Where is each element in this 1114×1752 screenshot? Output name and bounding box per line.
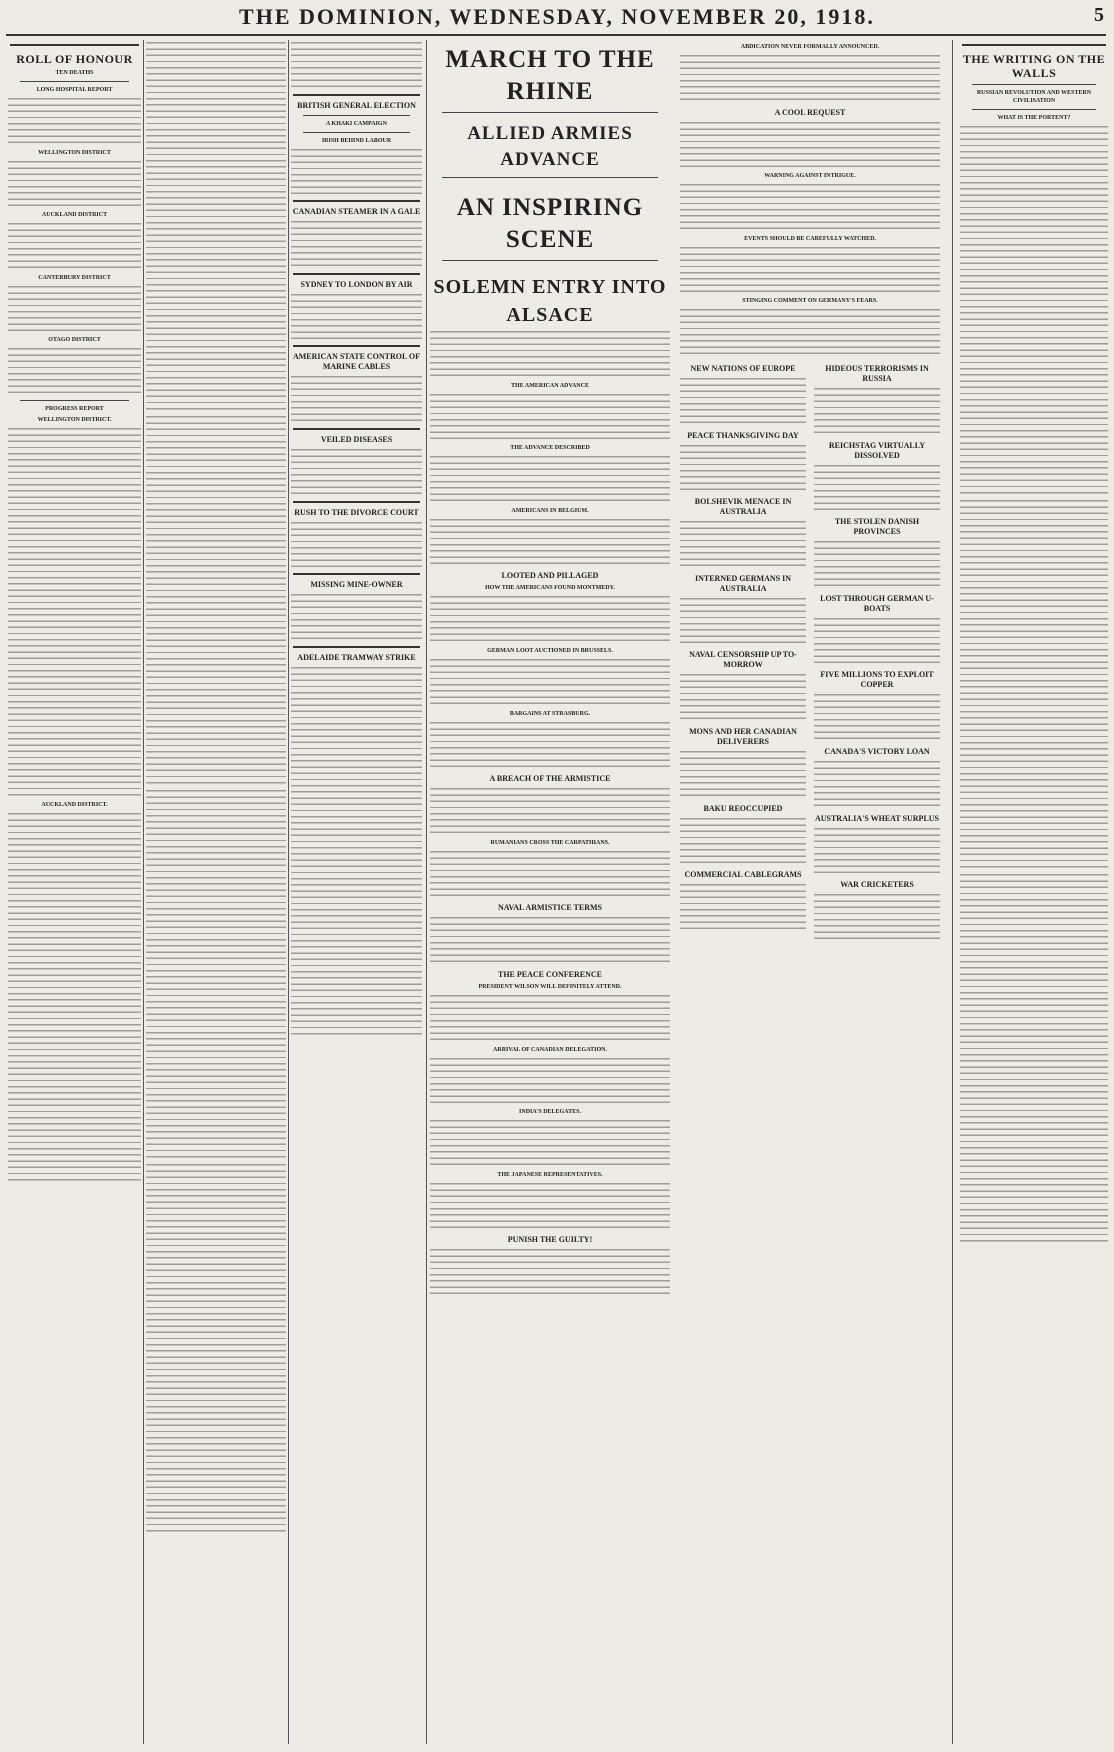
reichstag-heading: REICHSTAG VIRTUALLY DISSOLVED xyxy=(828,440,926,460)
naval-terms-heading: NAVAL ARMISTICE TERMS xyxy=(497,903,603,913)
mons-heading: MONS AND HER CANADIAN DELIVERERS xyxy=(689,726,797,746)
cablegrams-heading: COMMERCIAL CABLEGRAMS xyxy=(684,870,802,880)
danish-heading: THE STOLEN DANISH PROVINCES xyxy=(834,517,920,537)
tertiary-headline: AN INSPIRING SCENE xyxy=(456,194,644,253)
advance-described-heading: THE ADVANCE DESCRIBED xyxy=(510,445,590,452)
body-text-block xyxy=(291,592,422,642)
election-heading: BRITISH GENERAL ELECTION xyxy=(297,100,416,110)
divorce-heading: RUSH TO THE DIVORCE COURT xyxy=(294,507,419,517)
body-text-block xyxy=(814,539,940,589)
deaths-subheading: TEN DEATHS xyxy=(55,70,94,76)
otago-heading: OTAGO DISTRICT xyxy=(48,337,101,344)
body-text-block xyxy=(814,692,940,742)
body-text-block xyxy=(146,40,286,412)
main-headline: MARCH TO THE RHINE xyxy=(445,46,655,105)
body-text-block xyxy=(430,720,670,770)
body-text-block xyxy=(8,426,141,798)
body-text-block xyxy=(8,221,141,271)
tram-heading: ADELAIDE TRAMWAY STRIKE xyxy=(297,652,416,662)
body-text-block xyxy=(8,159,141,209)
uboats-heading: LOST THROUGH GERMAN U-BOATS xyxy=(820,593,934,613)
main-banner xyxy=(430,44,670,329)
wellington-heading: WELLINGTON DISTRICT xyxy=(38,149,111,156)
body-text-block xyxy=(680,882,806,932)
mine-heading: MISSING MINE-OWNER xyxy=(310,580,403,590)
wheat-heading: AUSTRALIA'S WHEAT SURPLUS xyxy=(814,813,940,823)
roll-heading: ROLL OF HONOUR xyxy=(16,52,133,66)
body-text-block xyxy=(960,872,1108,1244)
rumanians-heading: RUMANIANS CROSS THE CARPATHIANS. xyxy=(490,839,610,846)
body-text-block xyxy=(291,374,422,424)
body-text-block xyxy=(430,849,670,899)
interned-heading: INTERNED GERMANS IN AUSTRALIA xyxy=(694,573,791,593)
body-text-block xyxy=(430,1056,670,1106)
body-text-block xyxy=(8,284,141,334)
body-text-block xyxy=(146,414,286,786)
veiled-heading: VEILED DISEASES xyxy=(320,434,393,444)
secondary-headline: ALLIED ARMIES ADVANCE xyxy=(467,123,633,170)
irish-subheading: IRISH BEHIND LABOUR xyxy=(321,137,392,144)
punish-heading: PUNISH THE GUILTY! xyxy=(507,1235,593,1245)
body-text-block xyxy=(680,816,806,866)
portent-subheading: WHAT IS THE PORTENT? xyxy=(997,115,1071,121)
steamer-heading: CANADIAN STEAMER IN A GALE xyxy=(292,207,421,217)
body-text-block xyxy=(291,292,422,342)
body-text-block xyxy=(680,53,940,103)
baku-heading: BAKU REOCCUPIED xyxy=(703,803,783,813)
column-casualty-list xyxy=(146,40,286,1746)
warning-heading: WARNING AGAINST INTRIGUE. xyxy=(764,173,856,180)
strasburg-heading: BARGAINS AT STRASBURG. xyxy=(509,710,591,717)
body-text-block xyxy=(680,672,806,722)
body-text-block xyxy=(680,519,806,569)
cricket-heading: WAR CRICKETERS xyxy=(840,880,914,890)
india-heading: INDIA'S DELEGATES. xyxy=(519,1109,581,1116)
body-text-block xyxy=(680,443,806,493)
body-text-block xyxy=(430,517,670,567)
page-number: 5 xyxy=(1094,4,1104,26)
body-text-block xyxy=(291,665,422,1037)
body-text-block xyxy=(430,454,670,504)
body-text-block xyxy=(430,392,670,442)
masthead-title: THE DOMINION, WEDNESDAY, NOVEMBER 20, 1918. xyxy=(239,4,875,29)
body-text-block xyxy=(814,386,940,436)
body-text-block xyxy=(960,498,1108,870)
body-text-block xyxy=(680,307,940,357)
body-text-block xyxy=(291,219,422,269)
writing-heading: THE WRITING ON THE WALLS xyxy=(962,52,1106,80)
body-text-block xyxy=(814,759,940,809)
russian-subheading: RUSSIAN REVOLUTION AND WESTERN CIVILISATION xyxy=(976,90,1092,104)
body-text-block xyxy=(814,463,940,513)
column-roll-of-honour xyxy=(8,40,141,1746)
column-main-news xyxy=(430,40,940,1746)
body-text-block xyxy=(430,657,670,707)
canterbury-heading: CANTERBURY DISTRICT xyxy=(38,274,111,281)
body-text-block xyxy=(680,376,806,426)
body-text-block xyxy=(291,520,422,570)
body-text-block xyxy=(430,594,670,644)
body-text-block xyxy=(680,182,940,232)
body-text-block xyxy=(430,329,670,379)
body-text-block xyxy=(680,596,806,646)
body-text-block xyxy=(680,245,940,295)
body-text-block xyxy=(8,96,141,146)
loan-heading: CANADA'S VICTORY LOAN xyxy=(824,746,930,756)
breach-heading: A BREACH OF THE ARMISTICE xyxy=(489,774,611,784)
body-text-block xyxy=(430,786,670,836)
body-text-block xyxy=(430,1181,670,1231)
bolshevik-heading: BOLSHEVIK MENACE IN AUSTRALIA xyxy=(694,497,792,517)
report-subheading: LONG HOSPITAL REPORT xyxy=(36,87,113,93)
body-text-block xyxy=(291,447,422,497)
canadian-delegation-heading: ARRIVAL OF CANADIAN DELEGATION. xyxy=(493,1046,607,1053)
montmedy-heading: HOW THE AMERICANS FOUND MONTMEDY. xyxy=(485,585,615,592)
abdication-heading: ABDICATION NEVER FORMALLY ANNOUNCED. xyxy=(740,44,880,50)
cables-heading: AMERICAN STATE CONTROL OF MARINE CABLES xyxy=(292,352,421,372)
body-text-block xyxy=(814,826,940,876)
body-text-block xyxy=(680,120,940,170)
body-text-block xyxy=(430,993,670,1043)
hideous-heading: HIDEOUS TERRORISMS IN RUSSIA xyxy=(825,363,929,383)
body-text-block xyxy=(8,811,141,1183)
body-text-block xyxy=(814,892,940,942)
looted-heading: LOOTED AND PILLAGED xyxy=(501,571,599,581)
brussels-heading: GERMAN LOOT AUCTIONED IN BRUSSELS. xyxy=(487,647,613,654)
body-text-block xyxy=(430,915,670,965)
thanksgiving-heading: PEACE THANKSGIVING DAY xyxy=(687,430,799,440)
americans-belgium-heading: AMERICANS IN BELGIUM. xyxy=(511,507,589,514)
censorship-heading: NAVAL CENSORSHIP UP TO-MORROW xyxy=(689,650,797,670)
sydney-heading: SYDNEY TO LONDON BY AIR xyxy=(300,279,413,289)
copper-heading: FIVE MILLIONS TO EXPLOIT COPPER xyxy=(820,670,934,690)
stinging-heading: STINGING COMMENT ON GERMANY'S FEARS. xyxy=(742,298,878,305)
body-text-block xyxy=(814,616,940,666)
column-cables xyxy=(291,40,422,1746)
body-text-block xyxy=(291,40,422,90)
japanese-heading: THE JAPANESE REPRESENTATIVES. xyxy=(497,1171,603,1178)
body-text-block xyxy=(291,147,422,197)
american-advance-heading: THE AMERICAN ADVANCE xyxy=(511,382,589,389)
progress-heading: PROGRESS REPORT xyxy=(45,405,104,412)
alsace-headline: SOLEMN ENTRY INTO ALSACE xyxy=(433,276,667,326)
body-text-block xyxy=(146,788,286,1160)
peace-conference-heading: THE PEACE CONFERENCE xyxy=(497,969,602,979)
body-text-block xyxy=(8,346,141,396)
wellington-district-heading: WELLINGTON DISTRICT. xyxy=(37,416,112,423)
column-writing-on-walls xyxy=(960,40,1108,1746)
masthead-rule xyxy=(6,34,1106,36)
khaki-subheading: A KHAKI CAMPAIGN xyxy=(326,120,387,127)
body-text-block xyxy=(680,749,806,799)
body-text-block xyxy=(430,1118,670,1168)
masthead xyxy=(0,4,1114,34)
body-text-block xyxy=(146,1162,286,1534)
cool-request-heading: A COOL REQUEST xyxy=(774,107,846,117)
wilson-heading: PRESIDENT WILSON WILL DEFINITELY ATTEND. xyxy=(478,983,622,990)
body-text-block xyxy=(430,1247,670,1297)
events-heading: EVENTS SHOULD BE CAREFULLY WATCHED. xyxy=(744,235,876,242)
body-text-block xyxy=(960,124,1108,496)
new-nations-heading: NEW NATIONS OF EUROPE xyxy=(690,363,796,373)
auckland-heading: AUCKLAND DISTRICT xyxy=(41,212,108,219)
auckland-district-heading: AUCKLAND DISTRICT. xyxy=(41,801,108,808)
